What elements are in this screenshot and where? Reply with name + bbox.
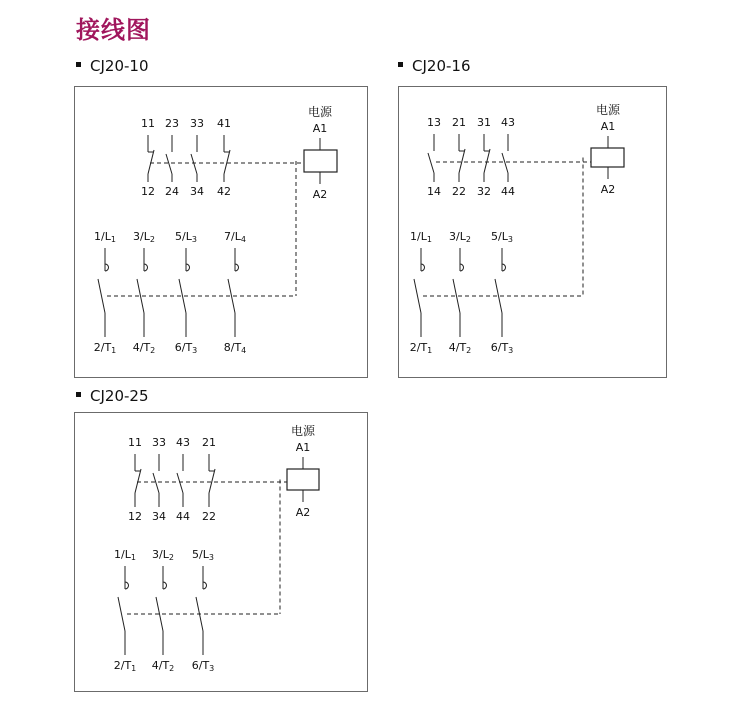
main-terminal-label-top: 5/L3	[175, 230, 197, 244]
aux-terminal-label-bottom: 42	[217, 185, 231, 198]
main-terminal-label-top: 1/L1	[410, 230, 432, 244]
no-contact-blade	[166, 154, 172, 174]
main-terminal-label-bottom: 2/T1	[409, 341, 433, 355]
main-terminal-label-bottom: 4/T2	[151, 659, 175, 673]
main-terminal-label-bottom: 6/T3	[490, 341, 514, 355]
aux-terminal-label-top: 21	[452, 116, 466, 129]
main-terminal-label-bottom: 6/T3	[174, 341, 198, 355]
aux-terminal-label-bottom: 32	[477, 185, 491, 198]
main-terminal-label-top: 1/L1	[94, 230, 116, 244]
bullet-icon	[76, 392, 81, 397]
arc-chute-icon	[203, 582, 207, 589]
coil-terminal-a2: A2	[600, 183, 616, 196]
aux-terminal-label-bottom: 44	[176, 510, 190, 523]
main-terminal-label-top: 3/L2	[449, 230, 471, 244]
main-terminal-label-top: 5/L3	[491, 230, 513, 244]
aux-terminal-label-bottom: 14	[427, 185, 441, 198]
power-supply-label: 电源	[595, 103, 621, 117]
aux-terminal-label-bottom: 22	[452, 185, 466, 198]
main-terminal-label-top: 5/L3	[192, 548, 214, 562]
aux-terminal-label-top: 23	[165, 117, 179, 130]
main-contact-blade	[118, 597, 125, 631]
aux-terminal-label-bottom: 12	[128, 510, 142, 523]
power-supply-label: 电源	[290, 424, 316, 438]
main-terminal-label-top: 7/L4	[224, 230, 246, 244]
coil-terminal-a2: A2	[312, 188, 328, 201]
aux-terminal-label-bottom: 44	[501, 185, 515, 198]
aux-terminal-label-bottom: 34	[152, 510, 166, 523]
panel-model-label: CJ20-25	[90, 387, 149, 405]
aux-terminal-label-top: 43	[501, 116, 515, 129]
main-terminal-label-bottom: 6/T3	[191, 659, 215, 673]
coil-terminal-a1: A1	[295, 441, 311, 454]
coil-terminal-a1: A1	[312, 122, 328, 135]
main-terminal-label-bottom: 8/T4	[223, 341, 247, 355]
page-title: 接线图	[76, 16, 151, 44]
bullet-icon	[398, 62, 403, 67]
no-contact-blade	[502, 153, 508, 173]
arc-chute-icon	[235, 264, 239, 271]
aux-terminal-label-bottom: 24	[165, 185, 179, 198]
main-terminal-label-top: 3/L2	[133, 230, 155, 244]
power-supply-label: 电源	[307, 105, 333, 119]
arc-chute-icon	[502, 264, 506, 271]
bullet-icon	[76, 62, 81, 67]
wiring-diagram-panel	[74, 412, 368, 692]
main-terminal-label-bottom: 4/T2	[132, 341, 156, 355]
nc-contact-blade	[224, 150, 230, 174]
aux-terminal-label-top: 21	[202, 436, 216, 449]
main-terminal-label-top: 3/L2	[152, 548, 174, 562]
aux-terminal-label-top: 33	[152, 436, 166, 449]
no-contact-blade	[428, 153, 434, 173]
coil-symbol	[287, 469, 319, 490]
nc-contact-blade	[484, 149, 490, 173]
nc-contact-blade	[209, 469, 215, 493]
main-terminal-label-bottom: 2/T1	[113, 659, 137, 673]
aux-terminal-label-top: 31	[477, 116, 491, 129]
wiring-diagram-svg	[75, 87, 367, 377]
arc-chute-icon	[186, 264, 190, 271]
panel-heading-3	[76, 387, 148, 405]
arc-chute-icon	[460, 264, 464, 271]
main-terminal-label-bottom: 4/T2	[448, 341, 472, 355]
wiring-diagram-panel	[74, 86, 368, 378]
nc-contact-blade	[459, 149, 465, 173]
arc-chute-icon	[125, 582, 129, 589]
no-contact-blade	[153, 473, 159, 493]
panel-model-label: CJ20-16	[412, 57, 471, 75]
coil-symbol	[304, 150, 337, 172]
aux-terminal-label-top: 11	[128, 436, 142, 449]
arc-chute-icon	[163, 582, 167, 589]
wiring-diagram-svg	[399, 87, 666, 377]
panel-model-label: CJ20-10	[90, 57, 149, 75]
arc-chute-icon	[105, 264, 109, 271]
aux-terminal-label-top: 41	[217, 117, 231, 130]
wiring-diagram-svg	[75, 413, 367, 691]
main-terminal-label-bottom: 2/T1	[93, 341, 117, 355]
no-contact-blade	[177, 473, 183, 493]
aux-terminal-label-bottom: 34	[190, 185, 204, 198]
aux-terminal-label-top: 43	[176, 436, 190, 449]
no-contact-blade	[191, 154, 197, 174]
panel-heading-1	[76, 57, 148, 75]
aux-terminal-label-bottom: 22	[202, 510, 216, 523]
main-contact-blade	[98, 279, 105, 313]
aux-terminal-label-bottom: 12	[141, 185, 155, 198]
wiring-diagram-panel	[398, 86, 667, 378]
main-terminal-label-top: 1/L1	[114, 548, 136, 562]
nc-contact-blade	[148, 150, 154, 174]
nc-contact-blade	[135, 469, 141, 493]
aux-terminal-label-top: 13	[427, 116, 441, 129]
arc-chute-icon	[421, 264, 425, 271]
arc-chute-icon	[144, 264, 148, 271]
coil-symbol	[591, 148, 624, 167]
panel-heading-2	[398, 57, 470, 75]
aux-terminal-label-top: 11	[141, 117, 155, 130]
aux-terminal-label-top: 33	[190, 117, 204, 130]
main-contact-blade	[414, 279, 421, 313]
coil-terminal-a1: A1	[600, 120, 616, 133]
coil-terminal-a2: A2	[295, 506, 311, 519]
